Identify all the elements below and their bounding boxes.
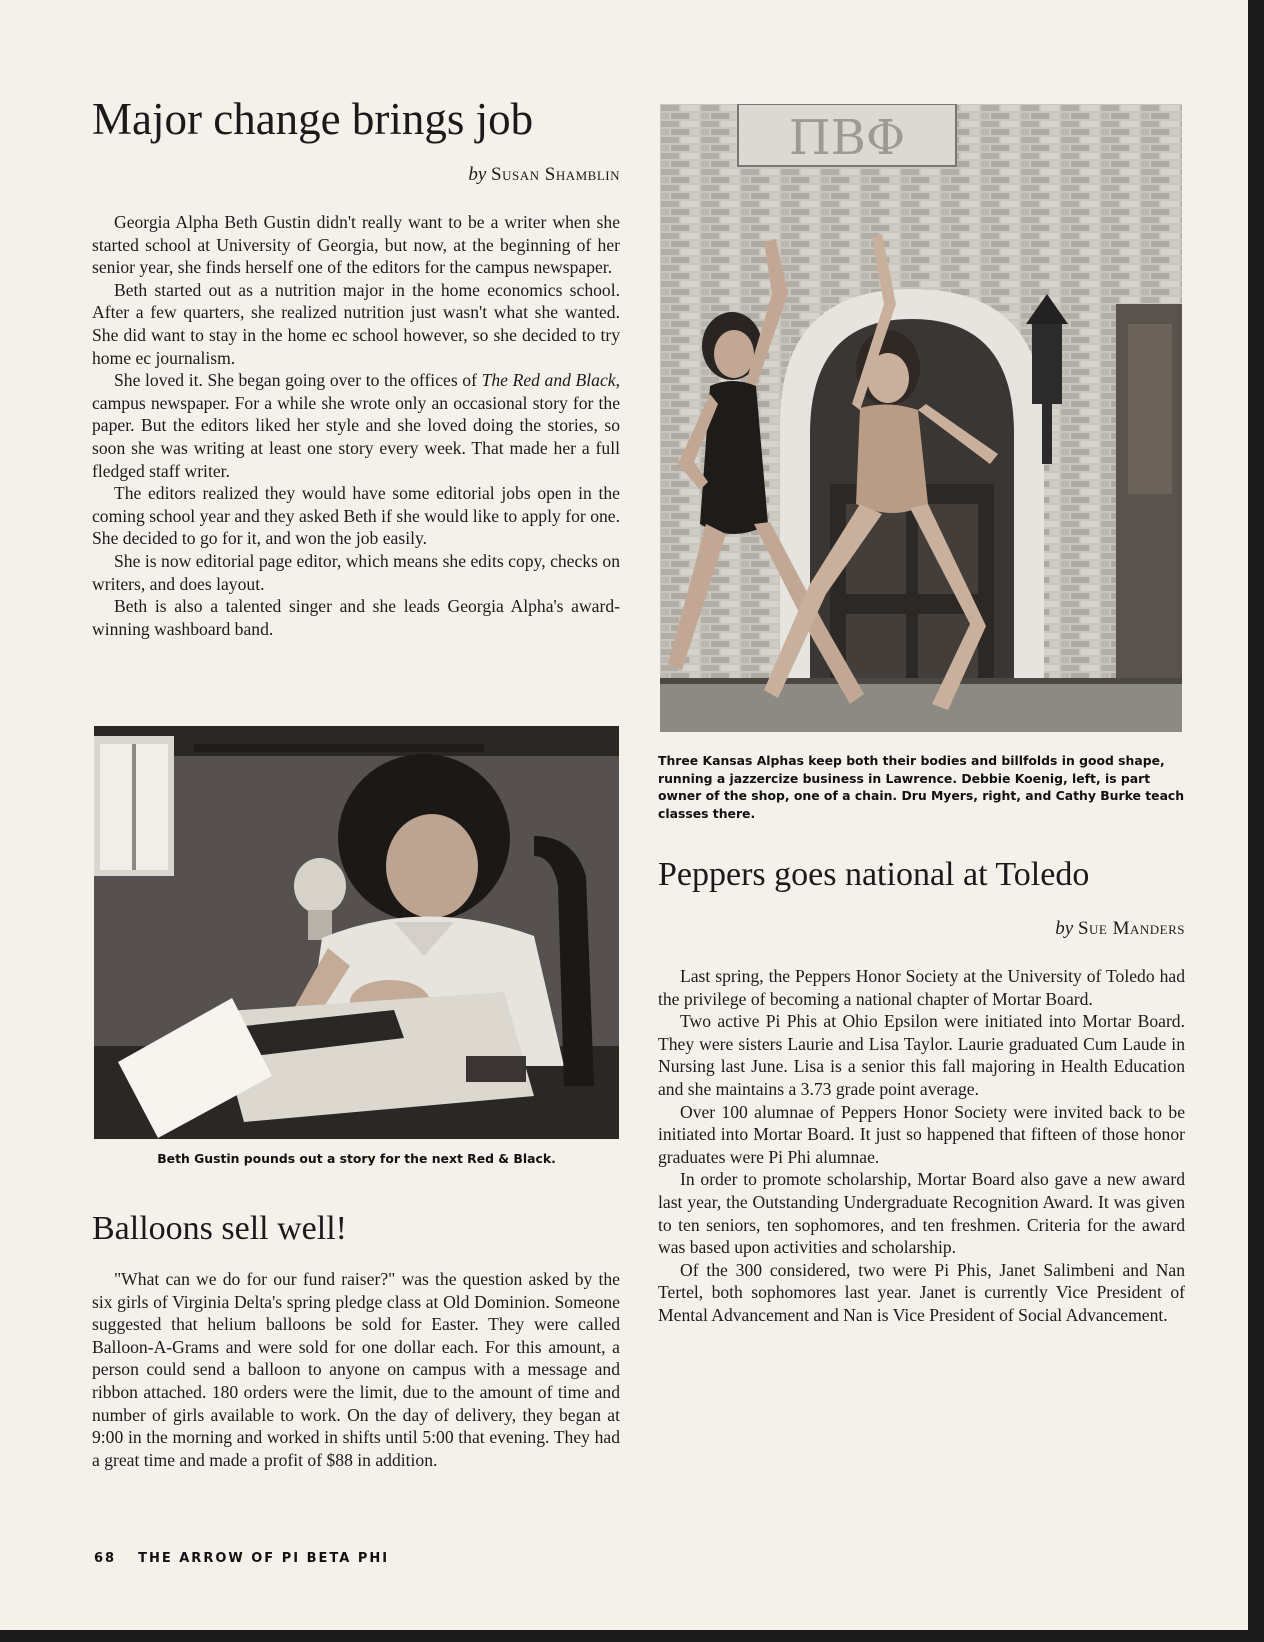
byline-susan-shamblin <box>380 164 620 186</box>
paragraph: Beth is also a talented singer and she leads Georgia Alpha's award-winning washboard band. <box>92 596 620 639</box>
paragraph: "What can we do for our fund raiser?" was the question asked by the six girls of Virginia Delta's spring pledge class at Old Dominion. Someone suggested that helium balloons be sold for Easter. They were called Balloon-A-Grams and were sold for one dollar each. For this amount, a person could send a balloon to anyone on campus with a message and ribbon attached. 180 orders were the limit, due to the amount of time and number of girls available to work. On the day of delivery, they began at 9:00 in the morning and worked in shifts until 5:00 that evening. They had a great time and made a profit of $88 in addition. <box>92 1269 620 1470</box>
publication-name: THE ARROW OF PI BETA PHI <box>138 1551 390 1566</box>
page-number: 68 <box>94 1551 117 1566</box>
article-body-balloons <box>92 1268 620 1471</box>
photo-jazzercise <box>660 104 1182 732</box>
photo-jazzercise-image <box>660 104 1182 732</box>
paragraph: Two active Pi Phis at Ohio Epsilon were initiated into Mortar Board. They were sisters Laurie and Lisa Taylor. Laurie graduated Cum Laude in Nursing last June. Lisa is a senior this fall majoring in Health Education and she maintains a 3.73 grade point average. <box>658 1011 1185 1099</box>
headline-balloons: Balloons sell well! <box>92 1210 347 1247</box>
paragraph: Of the 300 considered, two were Pi Phis, Janet Salimbeni and Nan Tertel, both sophomores last year. Janet is currently Vice President of Mental Advancement and Nan is Vice President of Social Advancement. <box>658 1259 1185 1325</box>
headline-peppers: Peppers goes national at Toledo <box>658 856 1090 893</box>
paragraph: Georgia Alpha Beth Gustin didn't really want to be a writer when she started school at University of Georgia, but now, at the beginning of her senior year, she finds herself one of the editors for the campus newspaper. <box>92 212 620 278</box>
paragraph: In order to promote scholarship, Mortar Board also gave a new award last year, the Outstanding Undergraduate Recognition Award. It was given to ten seniors, ten sophomores, and ten freshmen. Criteria for the award was based upon activities and scholarship. <box>658 1169 1185 1258</box>
byline-author: Susan Shamblin <box>491 164 620 185</box>
byline-prefix: by <box>1055 918 1074 939</box>
caption-jazzercise: Three Kansas Alphas keep both their bodies and billfolds in good shape, running a jazzercize business in Lawrence. Debbie Koenig, left, is part owner of the shop, one of a chain. Dru Myers, right, and Cathy Burke teach classes there. <box>658 753 1185 821</box>
paragraph <box>92 369 620 482</box>
paragraph: She is now editorial page editor, which means she edits copy, checks on writers, and does layout. <box>92 550 620 594</box>
photo-typewriter-image <box>94 726 619 1139</box>
paragraph: Last spring, the Peppers Honor Society at the University of Toledo had the privilege of becoming a national chapter of Mortar Board. <box>658 966 1185 1009</box>
article-body-peppers <box>658 965 1185 1327</box>
sign-greek-letters: ΠΒΦ <box>788 110 906 166</box>
caption-typewriter: Beth Gustin pounds out a story for the next Red & Black. <box>157 1151 556 1166</box>
paragraph: Beth started out as a nutrition major in the home economics school. After a few quarters, she realized nutrition just wasn't what she wanted. She did want to stay in the home ec school however, so she decided to try home ec journalism. <box>92 279 620 368</box>
newspaper-name: The Red and Black <box>481 370 616 391</box>
byline-sue-manders <box>940 918 1185 940</box>
paragraph: Over 100 alumnae of Peppers Honor Society were invited back to be initiated into Mortar Board. It just so happened that fifteen of those honor graduates were Pi Phi alumnae. <box>658 1101 1185 1167</box>
paragraph: The editors realized they would have some editorial jobs open in the coming school year and they asked Beth if she would like to apply for one. She decided to go for it, and won the job easily. <box>92 483 620 549</box>
byline-author: Sue Manders <box>1077 918 1185 939</box>
page-footer <box>94 1551 389 1566</box>
headline-major-change: Major change brings job <box>92 94 534 144</box>
article-body-major-change <box>92 211 620 640</box>
byline-prefix: by <box>468 164 487 185</box>
paragraph-text: , campus newspaper. For a while she wrote only an occasional story for the paper. But the editors liked her style and she loved doing the stories, so soon she was writing at least one story every week. That made her a full fledged staff writer. <box>92 370 621 481</box>
paragraph-text: She loved it. She began going over to the offices of <box>114 370 482 391</box>
photo-typewriter <box>94 726 619 1139</box>
